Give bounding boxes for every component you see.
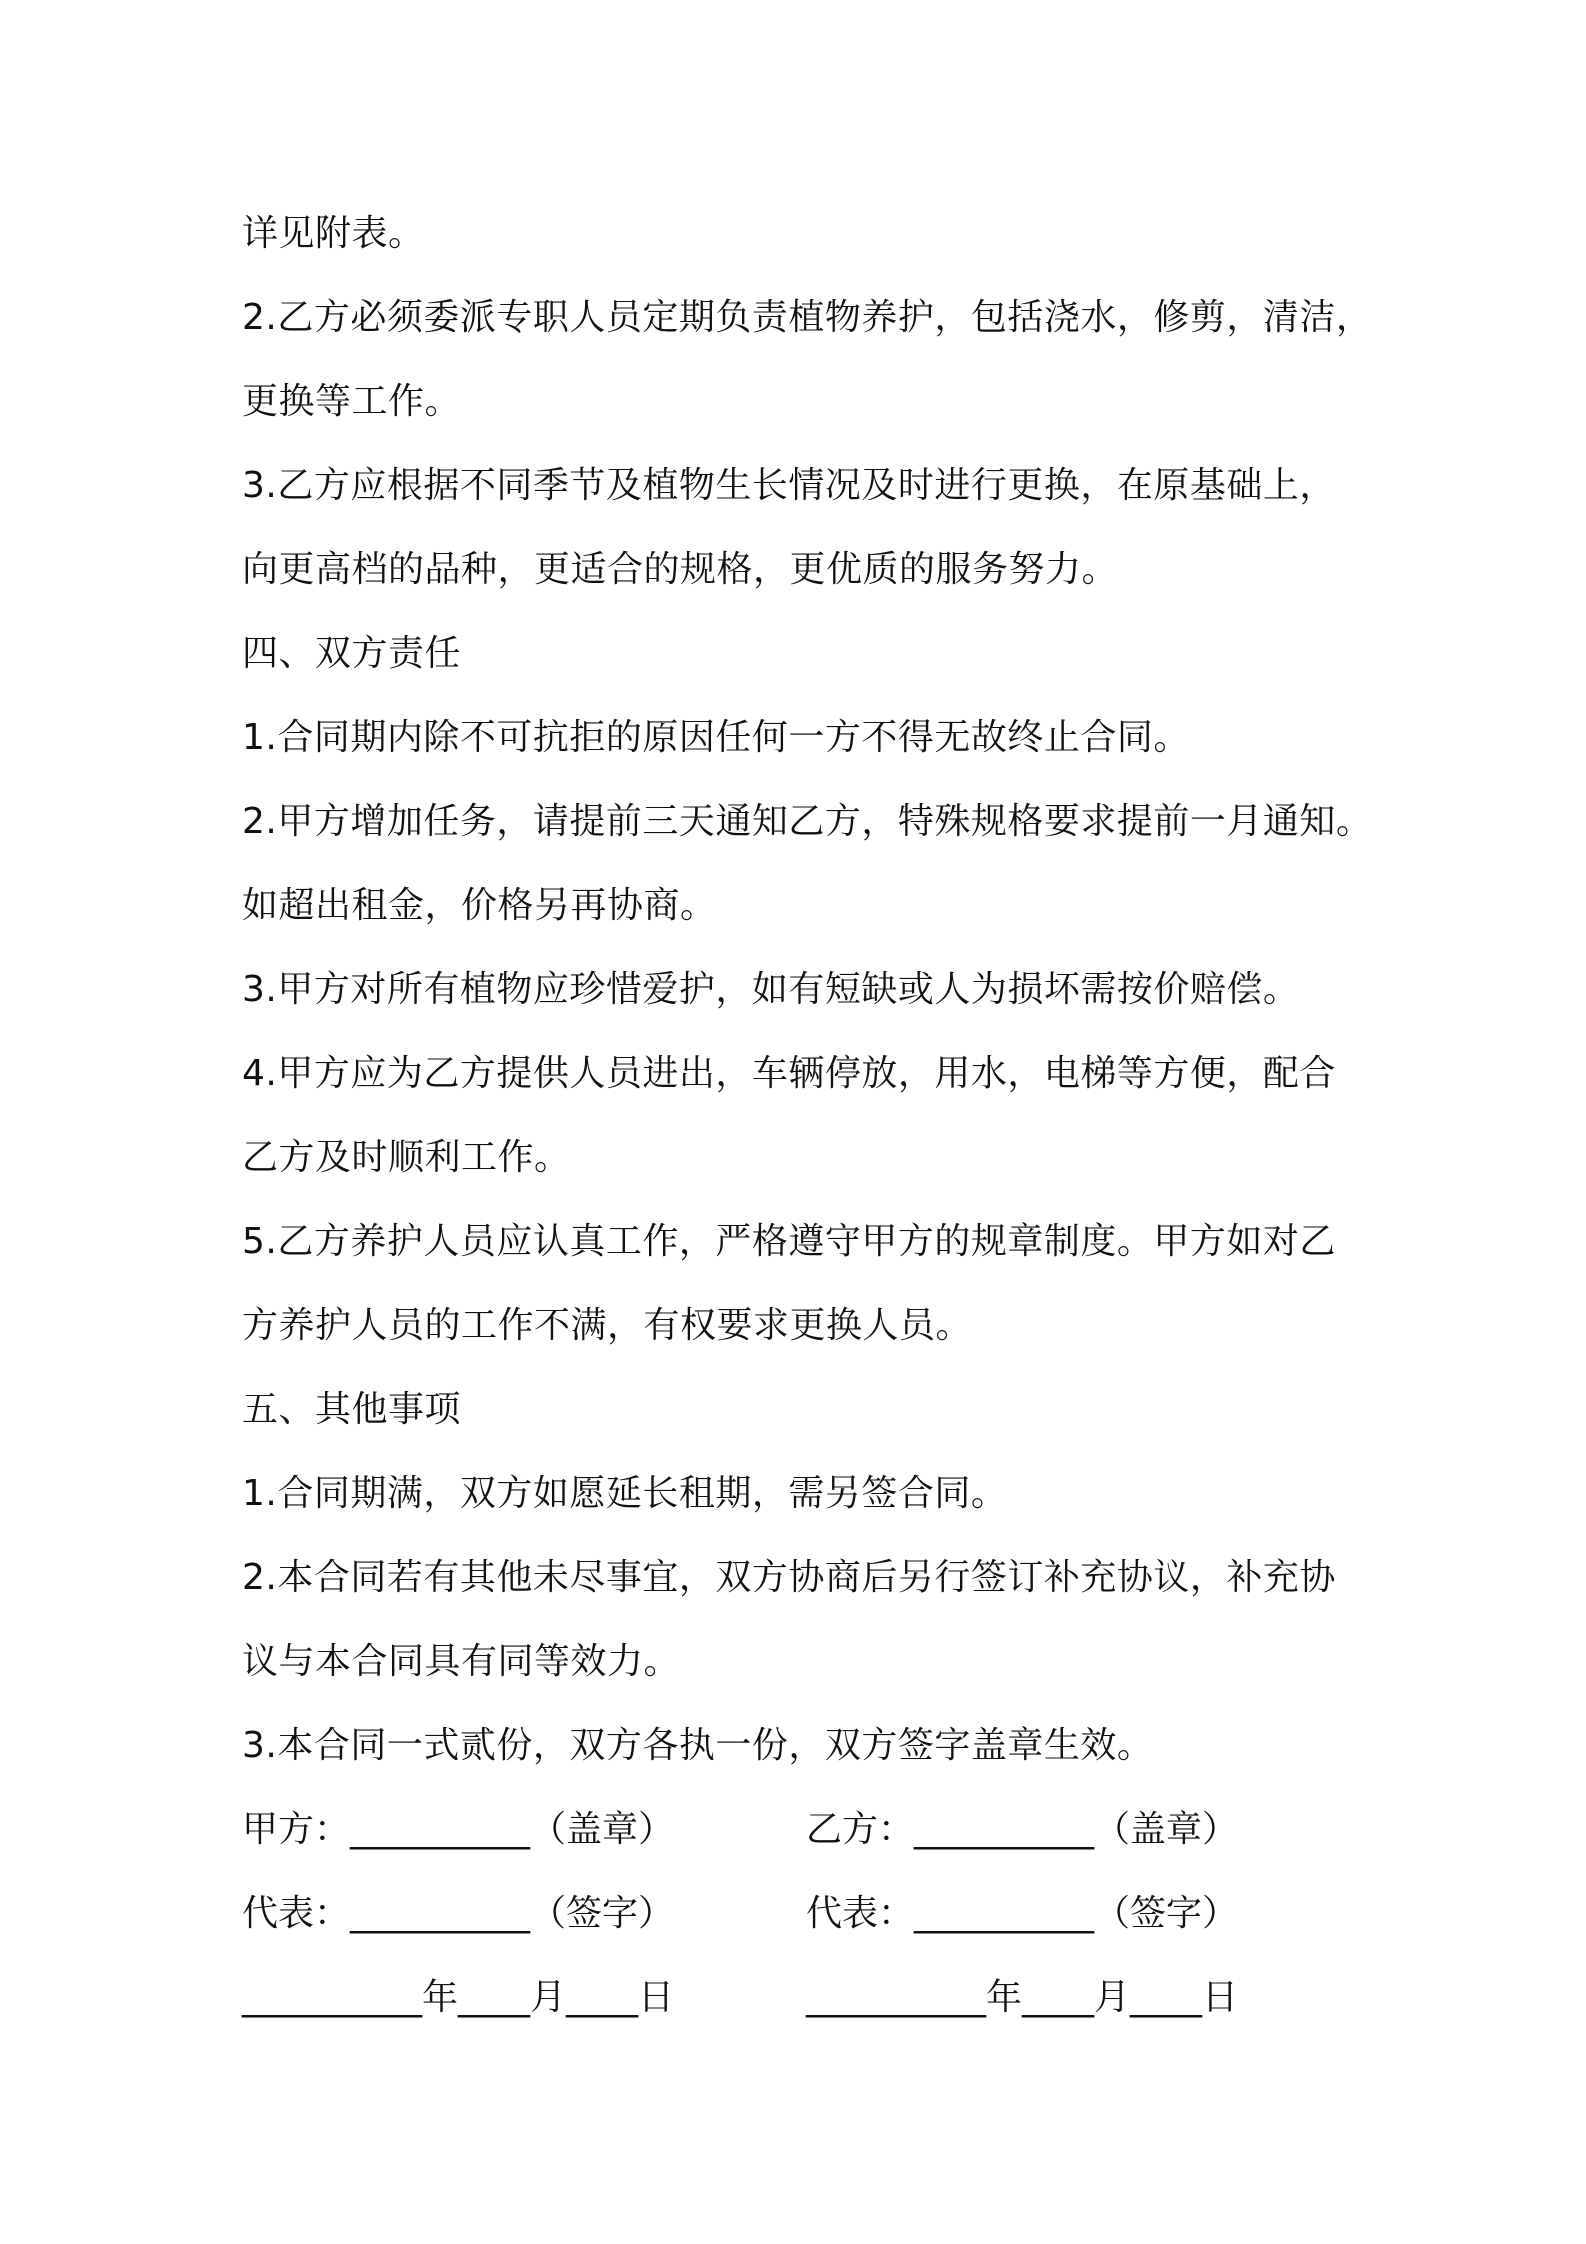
text-line: 2.本合同若有其他未尽事宜，双方协商后另行签订补充协议，补充协 xyxy=(242,1557,1336,1598)
signature-row-representative xyxy=(242,1872,1362,1956)
section-heading: 四、双方责任 xyxy=(242,633,462,674)
text-line: 3.乙方应根据不同季节及植物生长情况及时进行更换，在原基础上， xyxy=(242,465,1336,506)
text-line: 1.合同期满，双方如愿延长租期，需另签合同。 xyxy=(242,1473,1008,1514)
party-a-date: __________年____月____日 xyxy=(242,1977,674,2018)
text-line: 乙方及时顺利工作。 xyxy=(242,1137,571,1178)
section-heading: 五、其他事项 xyxy=(242,1389,462,1430)
text-line: 方养护人员的工作不满，有权要求更换人员。 xyxy=(242,1305,973,1346)
party-a-representative: 代表：__________（签字） xyxy=(242,1893,675,1934)
party-a-seal: 甲方：__________（盖章） xyxy=(242,1809,675,1850)
text-line: 如超出租金，价格另再协商。 xyxy=(242,885,717,926)
party-b-representative: 代表：__________（签字） xyxy=(806,1893,1239,1934)
text-line: 详见附表。 xyxy=(242,213,425,254)
text-line: 1.合同期内除不可抗拒的原因任何一方不得无故终止合同。 xyxy=(242,717,1190,758)
text-line: 向更高档的品种，更适合的规格，更优质的服务努力。 xyxy=(242,549,1119,590)
text-line: 4.甲方应为乙方提供人员进出，车辆停放，用水，电梯等方便，配合 xyxy=(242,1053,1336,1094)
text-line: 3.本合同一式贰份，双方各执一份，双方签字盖章生效。 xyxy=(242,1725,1154,1766)
signature-row-seal xyxy=(242,1788,1362,1872)
party-b-date: __________年____月____日 xyxy=(806,1977,1238,2018)
party-b-seal: 乙方：__________（盖章） xyxy=(806,1809,1239,1850)
text-line: 3.甲方对所有植物应珍惜爱护，如有短缺或人为损坏需按价赔偿。 xyxy=(242,969,1300,1010)
text-line: 2.甲方增加任务，请提前三天通知乙方，特殊规格要求提前一月通知。 xyxy=(242,801,1373,842)
text-line: 更换等工作。 xyxy=(242,381,462,422)
text-line: 2.乙方必须委派专职人员定期负责植物养护，包括浇水，修剪，清洁， xyxy=(242,297,1373,338)
text-line: 5.乙方养护人员应认真工作，严格遵守甲方的规章制度。甲方如对乙 xyxy=(242,1221,1336,1262)
text-line: 议与本合同具有同等效力。 xyxy=(242,1641,681,1682)
signature-row-date xyxy=(242,1956,1362,2040)
document-page xyxy=(242,192,1373,2040)
